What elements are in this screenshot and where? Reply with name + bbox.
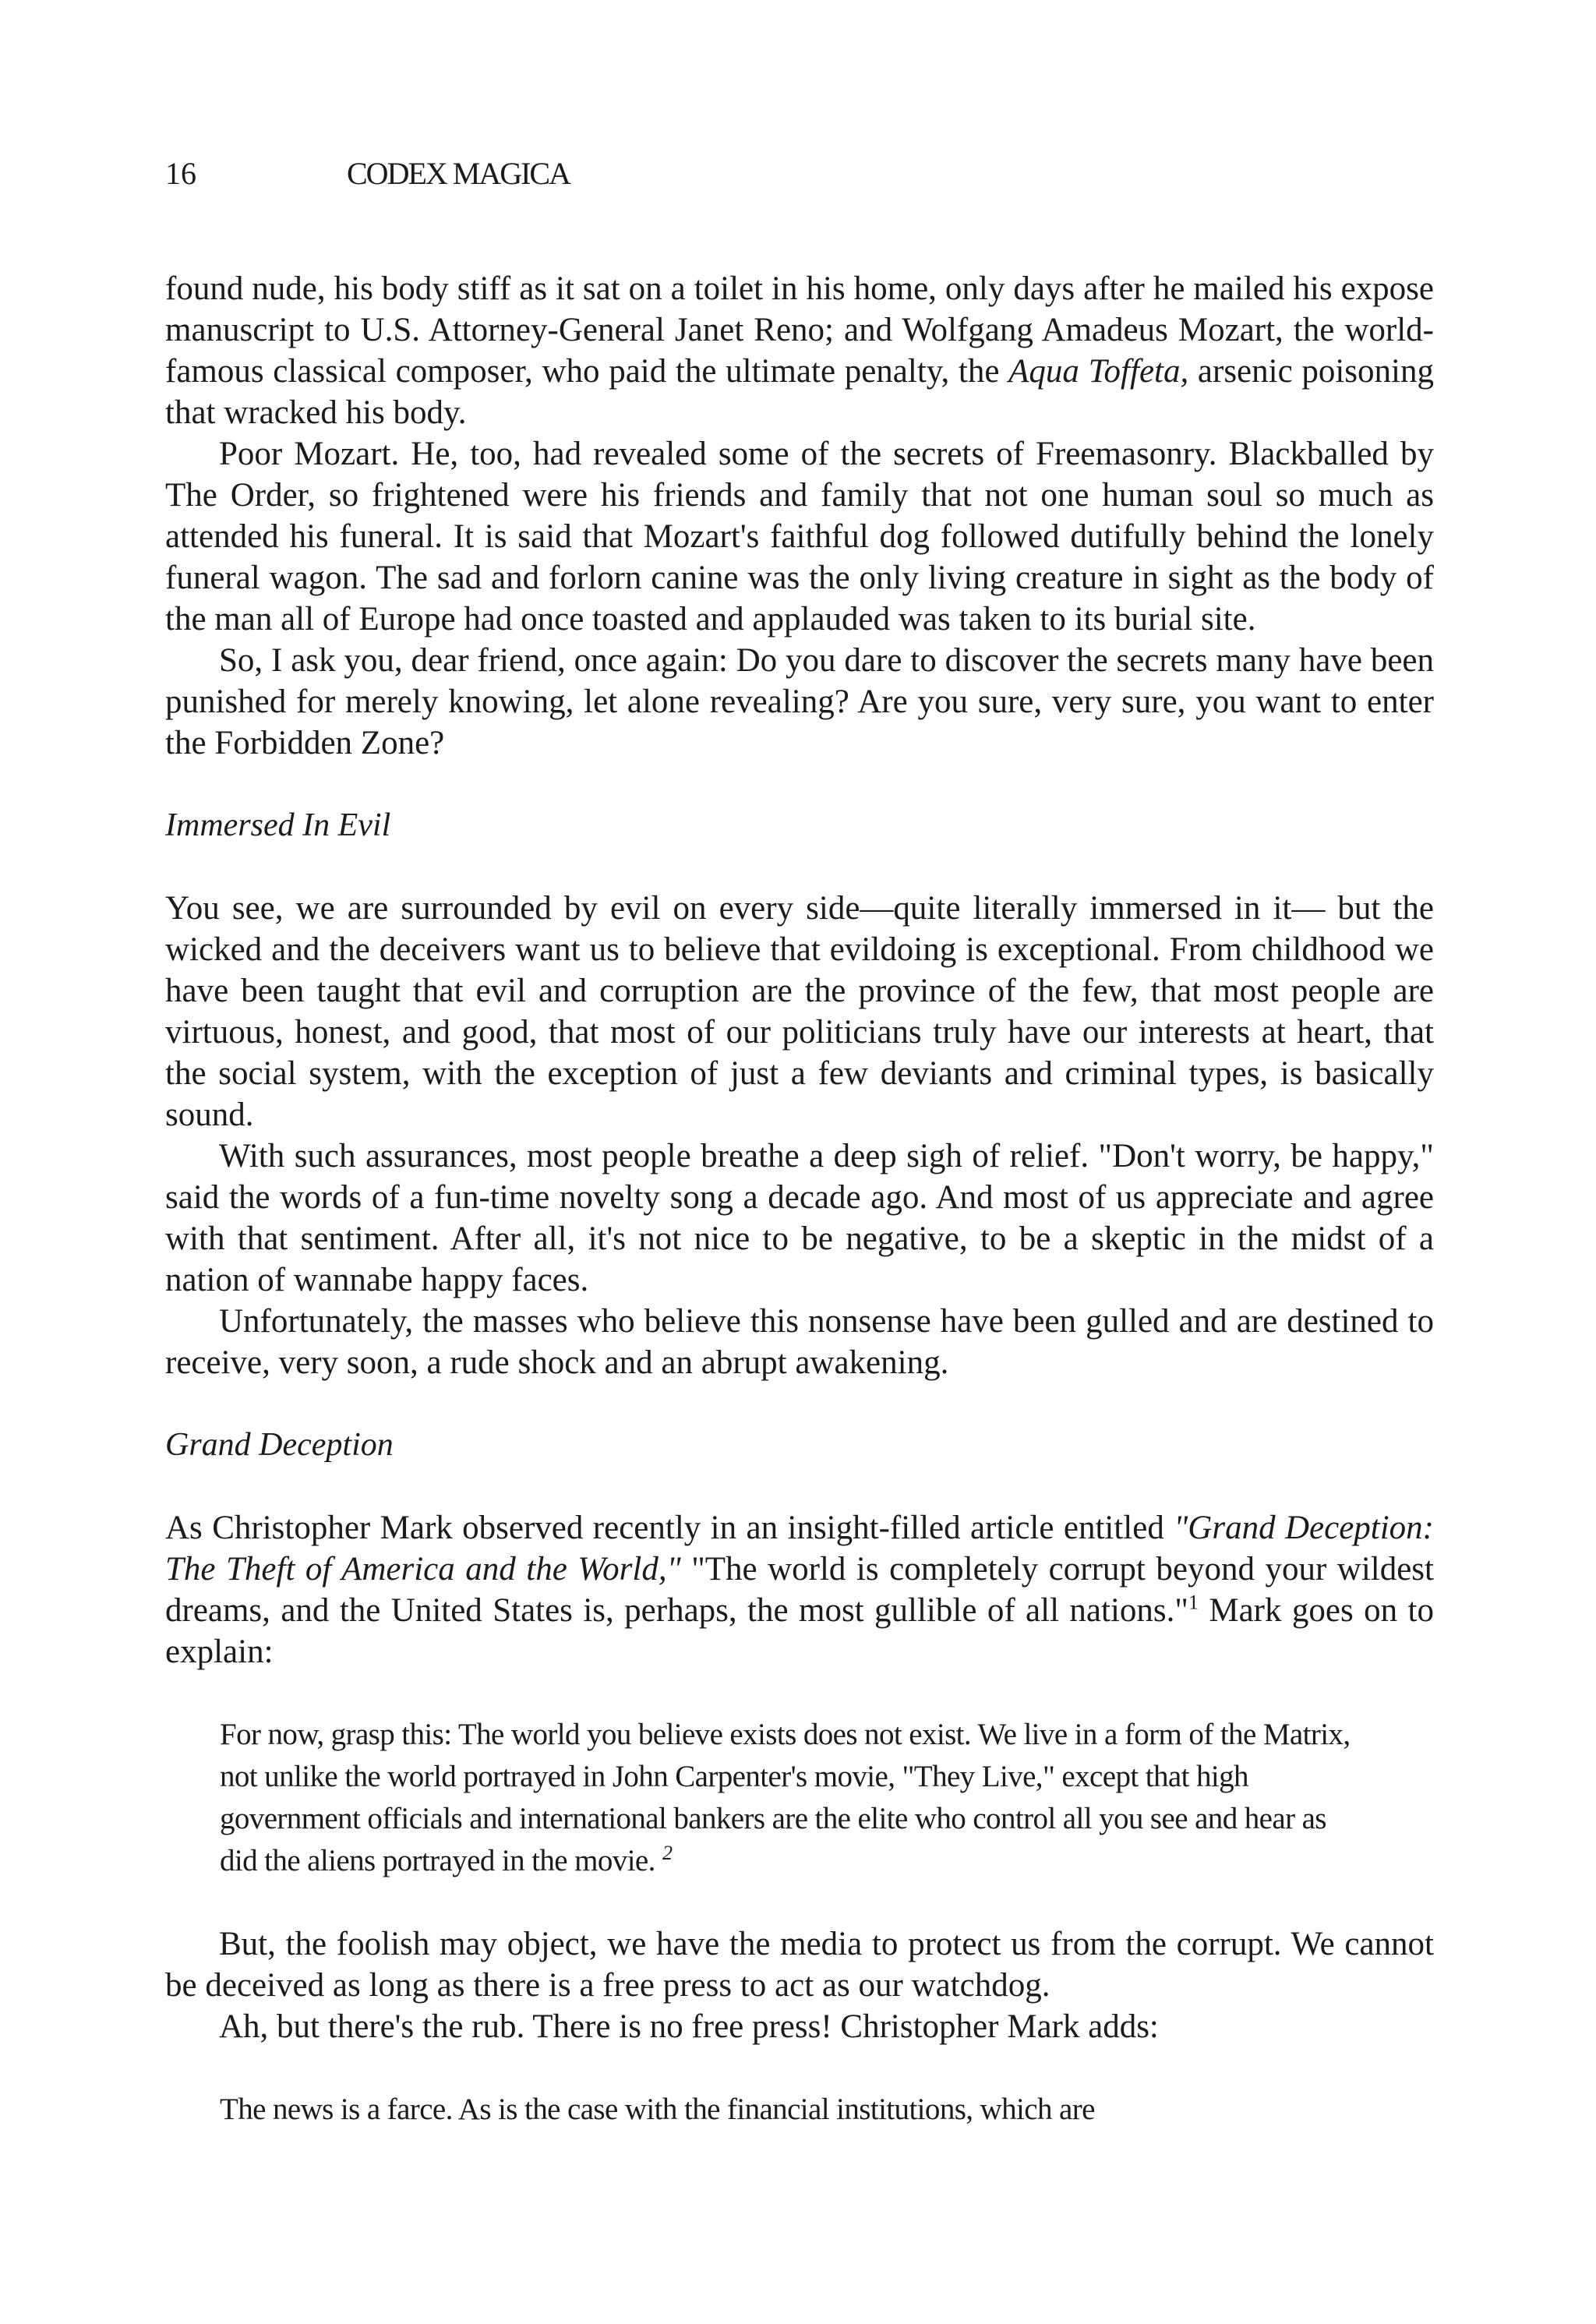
- paragraph: So, I ask you, dear friend, once again: Do you dare to discover the secrets many have been punished for merely knowing, let alone revealing? Are you sure, very sure, you want to enter the Forbidden Zone?: [165, 642, 1434, 761]
- section-heading: Grand Deception: [165, 1427, 394, 1463]
- paragraph: Poor Mozart. He, too, had revealed some of the secrets of Freemasonry. Blackballed by The Order, so frightened were his friends and family that not one human soul so much as attended his funeral. It is said that Mozart's faithful dog followed dutifully behind the lonely funeral wagon. The sad and forlorn canine was the only living creature in sight as the body of the man all of Europe had once toasted and applauded was taken to its burial site.: [165, 436, 1434, 638]
- page-number: 16: [165, 156, 196, 191]
- section-heading: Immersed In Evil: [165, 807, 391, 843]
- paragraph: You see, we are surrounded by evil on every side—quite literally immersed in it— but the wicked and the deceivers want us to believe that evildoing is exceptional. From childhood we have been taught that evil and corruption are the province of the few, that most people are virtuous, honest, and good, that most of our politicians truly have our interests at heart, that the social system, with the exception of just a few deviants and criminal types, is basically sound.: [165, 890, 1434, 1133]
- paragraph: But, the foolish may object, we have the media to protect us from the corrupt. We cannot be deceived as long as there is a free press to act as our watchdog.: [165, 1926, 1434, 2004]
- footnote-marker: 1: [1188, 1591, 1199, 1614]
- paragraph: With such assurances, most people breathe a deep sigh of relief. "Don't worry, be happy," said the words of a fun-time novelty song a decade ago. And most of us appreciate and agree with that sentiment. After all, it's not nice to be negative, to be a skeptic in the midst of a nation of wannabe happy faces.: [165, 1138, 1434, 1298]
- book-title: CODEX MAGICA: [347, 156, 570, 191]
- body-text: [165, 268, 1434, 2131]
- paragraph: As Christopher Mark observed recently in an insight-filled article entitled "Grand Deception: The Theft of America and the World," "The world is completely corrupt beyond your wildest dreams, and the United States is, perhaps, the most gullible of all nations."$^1$ Mark goes on to explain:: [165, 1510, 1434, 1670]
- block-quote: The news is a farce. As is the case with the financial institutions, which are: [220, 2093, 1095, 2126]
- block-quote: For now, grasp this: The world you believe exists does not exist. We live in a form of the Matrix, not unlike the world portrayed in John Carpenter's movie, "They Live," except that high government officials and international bankers are the elite who control all you see and hear as did the aliens portrayed in the movie. $^2$: [220, 1718, 1351, 1877]
- paragraph: Unfortunately, the masses who believe this nonsense have been gulled and are destined to receive, very soon, a rude shock and an abrupt awakening.: [165, 1303, 1434, 1381]
- paragraph: Ah, but there's the rub. There is no free press! Christopher Mark adds:: [219, 2008, 1159, 2045]
- footnote-marker: 2: [662, 1842, 673, 1864]
- paragraph: found nude, his body stiff as it sat on a toilet in his home, only days after he mailed his expose manuscript to U.S. Attorney-General Janet Reno; and Wolfgang Amadeus Mozart, the world-famous classical composer, who paid the ultimate penalty, the Aqua Toffeta, arsenic poisoning that wracked his body.: [165, 270, 1434, 431]
